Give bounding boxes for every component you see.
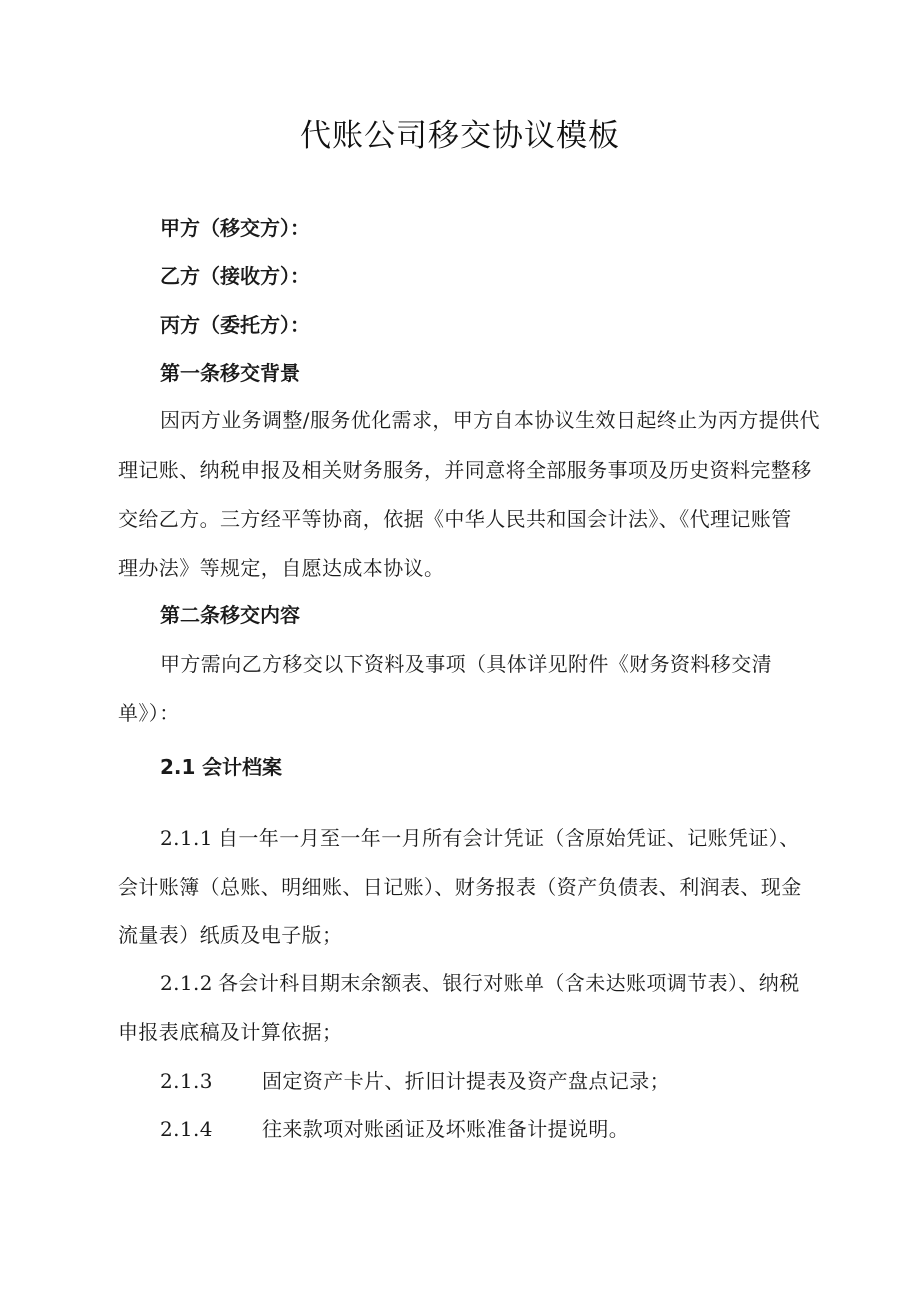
item-2-1-4-text: 往来款项对账函证及坏账准备计提说明。 [262, 1117, 630, 1141]
item-2-1-3-text: 固定资产卡片、折旧计提表及资产盘点记录； [262, 1069, 670, 1093]
item-2-1-2-line: 申报表底稿及计算依据； [118, 1020, 343, 1044]
party-a-label: 甲方（移交方）： [160, 216, 310, 240]
item-2-1-1-number: 2.1.1 [160, 826, 213, 850]
item-2-1-1-text: 自一年一月至一年一月所有会计凭证（含原始凭证、记账凭证）、 [218, 826, 800, 850]
section-2-1-heading [160, 752, 282, 782]
section-2-1-number: 2.1 [160, 755, 196, 779]
item-2-1-1-line: 流量表）纸质及电子版； [118, 923, 343, 947]
item-2-1-2-text: 各会计科目期末余额表、银行对账单（含未达账项调节表）、纳税 [218, 971, 800, 995]
section-2-1-label: 会计档案 [202, 755, 282, 779]
article-1-line: 交给乙方。三方经平等协商，依据《中华人民共和国会计法》、《代理记账管 [118, 507, 792, 531]
article-2-intro-line: 甲方需向乙方移交以下资料及事项（具体详见附件《财务资料移交清 [160, 652, 772, 676]
item-2-1-4 [160, 1114, 629, 1144]
item-2-1-1-first-line [160, 823, 800, 853]
article-1-line: 理办法》等规定，自愿达成本协议。 [118, 556, 445, 580]
item-2-1-3-number: 2.1.3 [160, 1069, 213, 1093]
article-1-heading: 第一条移交背景 [160, 361, 300, 385]
item-2-1-2-number: 2.1.2 [160, 971, 213, 995]
item-2-1-2-first-line [160, 968, 800, 998]
article-1-line: 理记账、纳税申报及相关财务服务，并同意将全部服务事项及历史资料完整移 [118, 458, 812, 482]
document-title: 代账公司移交协议模板 [300, 118, 620, 154]
party-c-label: 丙方（委托方）： [160, 313, 310, 337]
article-2-intro-line: 单》）： [118, 701, 180, 725]
item-2-1-4-number: 2.1.4 [160, 1117, 213, 1141]
party-b-label: 乙方（接收方）： [160, 264, 310, 288]
item-2-1-1-line: 会计账簿（总账、明细账、日记账）、财务报表（资产负债表、利润表、现金 [118, 875, 802, 899]
item-2-1-3 [160, 1066, 670, 1096]
article-2-heading: 第二条移交内容 [160, 603, 300, 627]
article-1-line: 因丙方业务调整/服务优化需求，甲方自本协议生效日起终止为丙方提供代 [160, 408, 820, 432]
